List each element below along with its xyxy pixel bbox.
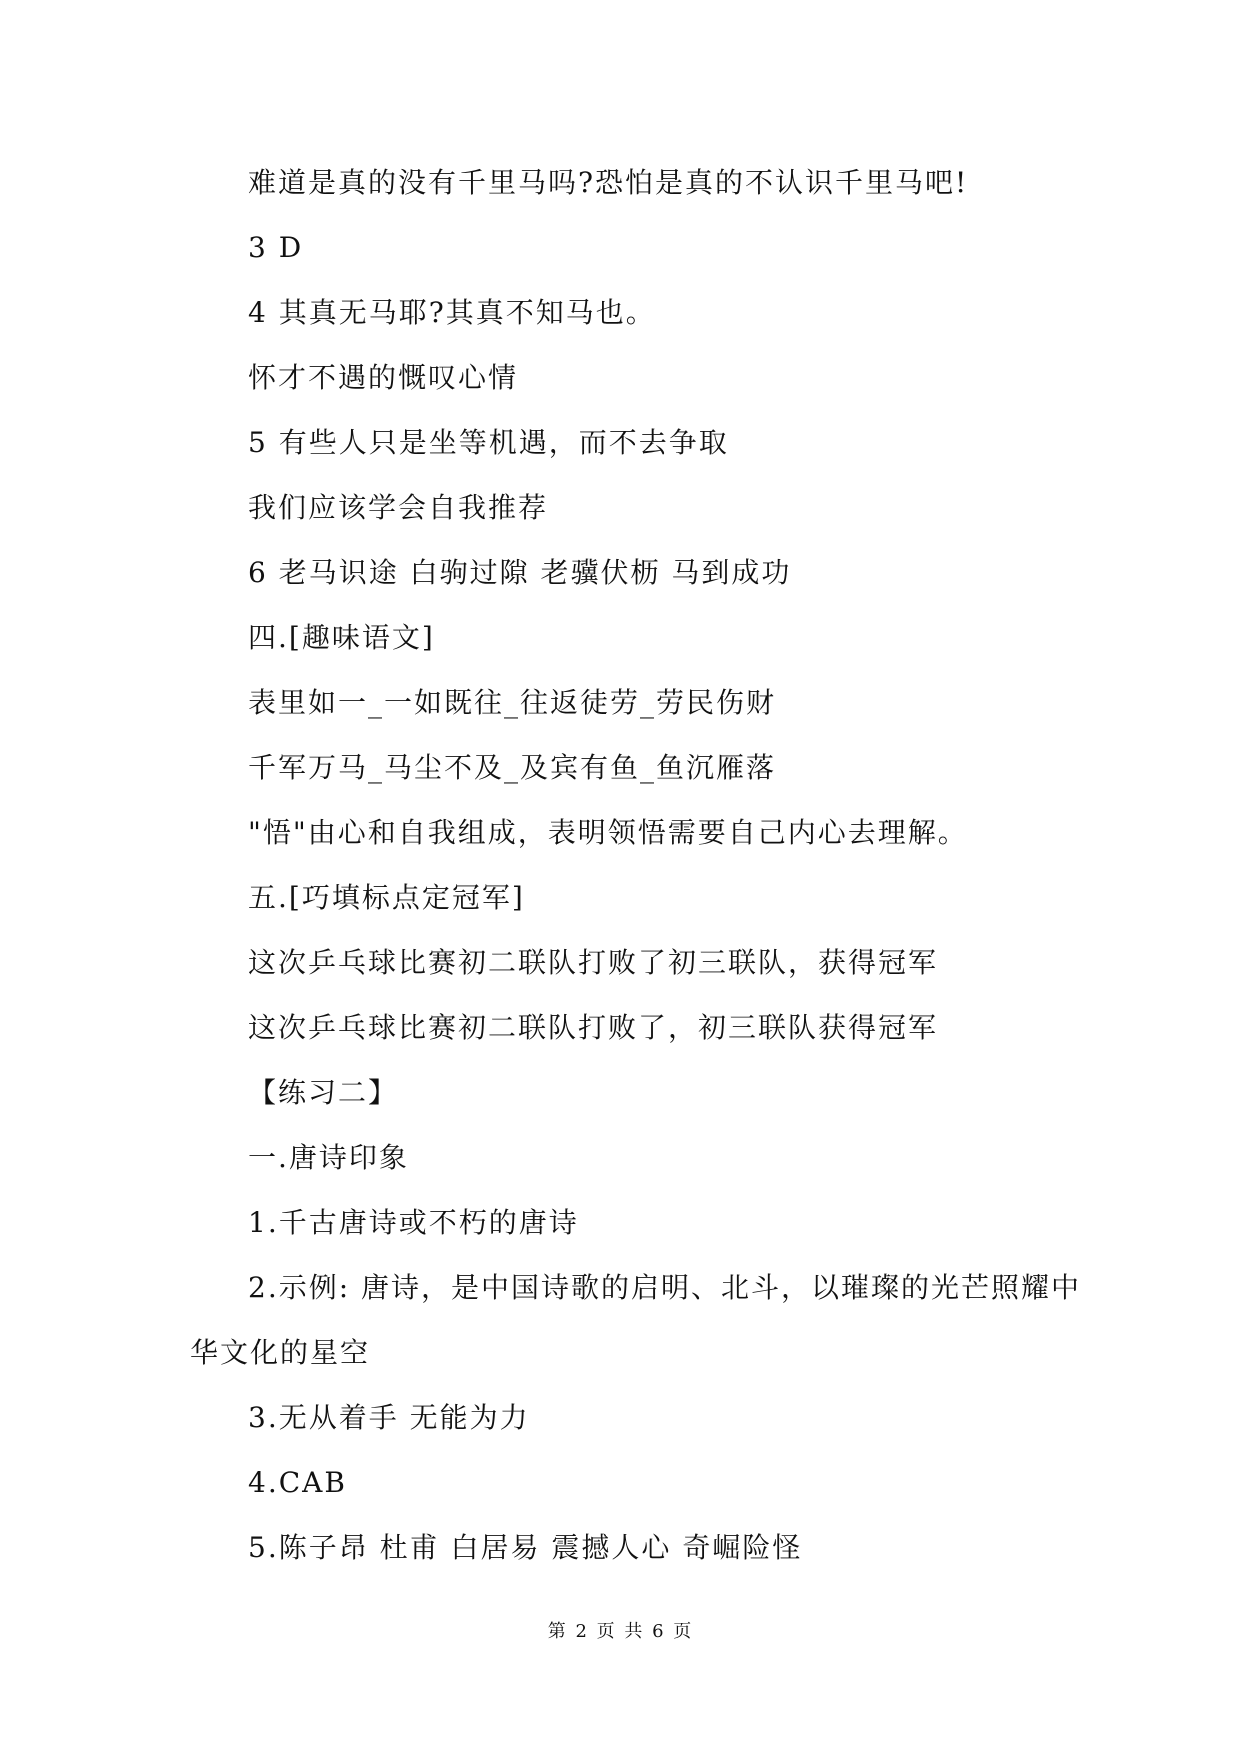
section-heading: 五.[巧填标点定冠军] [248, 881, 525, 914]
text-line: 3 D [248, 231, 304, 264]
section-heading: 四.[趣味语文] [248, 621, 435, 654]
text-line: 表里如一_一如既往_往返徒劳_劳民伤财 [248, 686, 777, 719]
text-line: 5.陈子昂 杜甫 白居易 震撼人心 奇崛险怪 [248, 1531, 803, 1564]
text-line-continuation: 华文化的星空 [190, 1336, 371, 1369]
text-line: 千军万马_马尘不及_及宾有鱼_鱼沉雁落 [248, 751, 777, 784]
text-line: "悟"由心和自我组成，表明领悟需要自己内心去理解。 [248, 816, 968, 849]
page-footer: 第 2 页 共 6 页 [547, 1621, 694, 1642]
exercise-heading: 【练习二】 [248, 1076, 399, 1109]
text-line: 怀才不遇的慨叹心情 [248, 361, 519, 394]
text-line: 难道是真的没有千里马吗?恐怕是真的不认识千里马吧! [248, 166, 969, 199]
text-line: 3.无从着手 无能为力 [248, 1401, 530, 1434]
text-line: 我们应该学会自我推荐 [248, 491, 549, 524]
text-line: 4.CAB [248, 1466, 347, 1499]
text-line: 5 有些人只是坐等机遇，而不去争取 [248, 426, 729, 459]
text-line: 4 其真无马耶?其真不知马也。 [248, 296, 656, 329]
text-line: 1.千古唐诗或不朽的唐诗 [248, 1206, 579, 1239]
text-line: 6 老马识途 白驹过隙 老骥伏枥 马到成功 [248, 556, 792, 589]
text-line: 2.示例: 唐诗，是中国诗歌的启明、北斗，以璀璨的光芒照耀中 [248, 1271, 1082, 1304]
section-heading: 一.唐诗印象 [248, 1141, 409, 1174]
text-line: 这次乒乓球比赛初二联队打败了，初三联队获得冠军 [248, 1011, 939, 1044]
text-line: 这次乒乓球比赛初二联队打败了初三联队，获得冠军 [248, 946, 939, 979]
